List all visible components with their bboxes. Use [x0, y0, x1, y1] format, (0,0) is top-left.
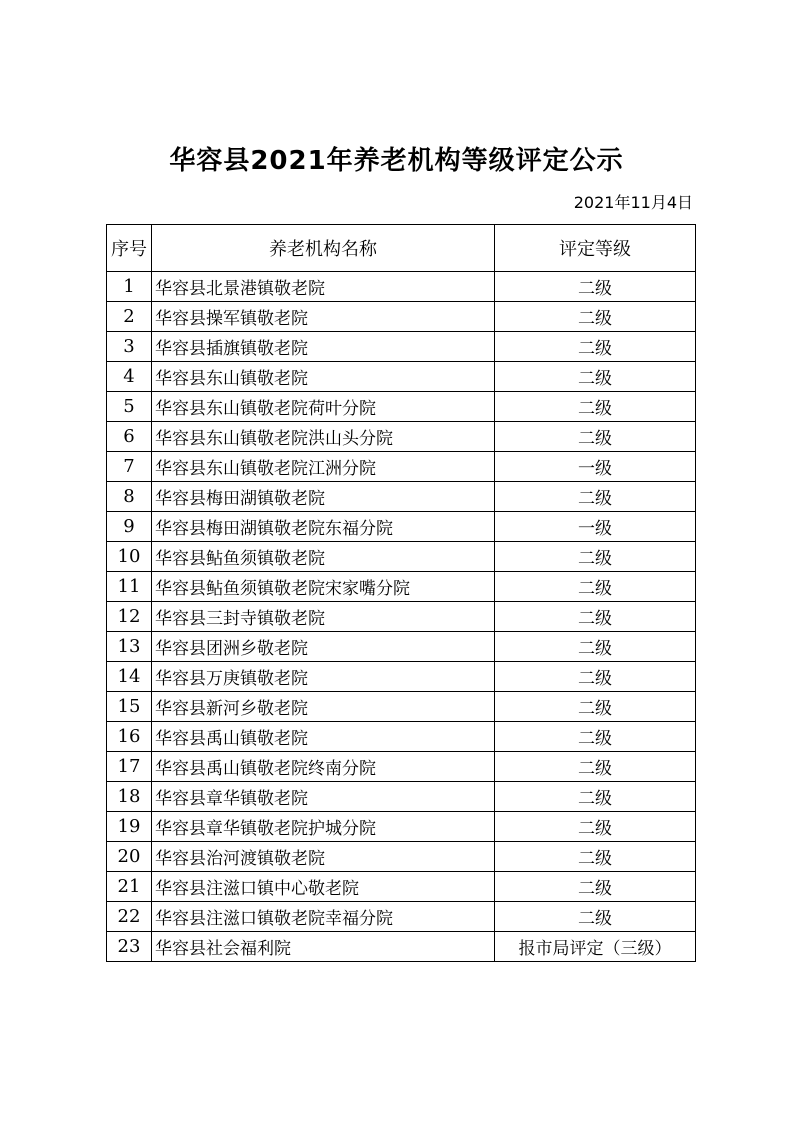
row-no: 19 [107, 812, 152, 842]
row-grade: 二级 [495, 602, 696, 632]
row-grade: 二级 [495, 722, 696, 752]
row-grade: 二级 [495, 302, 696, 332]
row-grade: 报市局评定（三级） [495, 932, 696, 962]
row-grade: 二级 [495, 782, 696, 812]
table-row [107, 572, 696, 602]
row-name: 华容县社会福利院 [152, 932, 495, 962]
row-grade: 二级 [495, 902, 696, 932]
row-no: 2 [107, 302, 152, 332]
row-grade: 二级 [495, 542, 696, 572]
table-row [107, 782, 696, 812]
table-row [107, 752, 696, 782]
row-grade: 二级 [495, 572, 696, 602]
row-grade: 二级 [495, 272, 696, 302]
row-grade: 一级 [495, 452, 696, 482]
row-grade: 一级 [495, 512, 696, 542]
row-grade: 二级 [495, 752, 696, 782]
table-row [107, 512, 696, 542]
row-grade: 二级 [495, 392, 696, 422]
row-name: 华容县鲇鱼须镇敬老院 [152, 542, 495, 572]
row-grade: 二级 [495, 332, 696, 362]
row-grade: 二级 [495, 632, 696, 662]
row-no: 10 [107, 542, 152, 572]
row-no: 13 [107, 632, 152, 662]
table-row [107, 932, 696, 962]
row-name: 华容县插旗镇敬老院 [152, 332, 495, 362]
rating-table [106, 224, 696, 962]
row-no: 21 [107, 872, 152, 902]
publish-date: 2021年11月4日 [573, 193, 693, 212]
row-no: 7 [107, 452, 152, 482]
row-grade: 二级 [495, 362, 696, 392]
header-grade: 评定等级 [495, 225, 696, 272]
row-grade: 二级 [495, 422, 696, 452]
row-name: 华容县新河乡敬老院 [152, 692, 495, 722]
row-no: 23 [107, 932, 152, 962]
row-no: 1 [107, 272, 152, 302]
page-title: 华容县2021年养老机构等级评定公示 [169, 146, 624, 176]
row-name: 华容县三封寺镇敬老院 [152, 602, 495, 632]
row-no: 15 [107, 692, 152, 722]
row-no: 17 [107, 752, 152, 782]
row-no: 16 [107, 722, 152, 752]
table-row [107, 602, 696, 632]
table-row [107, 392, 696, 422]
row-no: 22 [107, 902, 152, 932]
table-row [107, 272, 696, 302]
table-row [107, 422, 696, 452]
table-row [107, 872, 696, 902]
row-grade: 二级 [495, 482, 696, 512]
row-name: 华容县禹山镇敬老院 [152, 722, 495, 752]
row-name: 华容县鲇鱼须镇敬老院宋家嘴分院 [152, 572, 495, 602]
row-grade: 二级 [495, 692, 696, 722]
table-row [107, 482, 696, 512]
table-row [107, 662, 696, 692]
header-name: 养老机构名称 [152, 225, 495, 272]
table-row [107, 332, 696, 362]
row-no: 5 [107, 392, 152, 422]
row-name: 华容县章华镇敬老院护城分院 [152, 812, 495, 842]
row-name: 华容县东山镇敬老院洪山头分院 [152, 422, 495, 452]
row-no: 6 [107, 422, 152, 452]
row-no: 9 [107, 512, 152, 542]
row-name: 华容县梅田湖镇敬老院东福分院 [152, 512, 495, 542]
row-name: 华容县注滋口镇敬老院幸福分院 [152, 902, 495, 932]
row-grade: 二级 [495, 662, 696, 692]
table-row [107, 842, 696, 872]
table-row [107, 902, 696, 932]
row-no: 14 [107, 662, 152, 692]
table-row [107, 812, 696, 842]
row-grade: 二级 [495, 812, 696, 842]
table-row [107, 632, 696, 662]
row-name: 华容县万庚镇敬老院 [152, 662, 495, 692]
header-no: 序号 [107, 225, 152, 272]
row-no: 20 [107, 842, 152, 872]
table-header-row [107, 225, 696, 272]
table-row [107, 452, 696, 482]
row-name: 华容县梅田湖镇敬老院 [152, 482, 495, 512]
row-grade: 二级 [495, 872, 696, 902]
row-no: 11 [107, 572, 152, 602]
row-name: 华容县东山镇敬老院荷叶分院 [152, 392, 495, 422]
row-name: 华容县注滋口镇中心敬老院 [152, 872, 495, 902]
row-name: 华容县章华镇敬老院 [152, 782, 495, 812]
table-row [107, 542, 696, 572]
table-row [107, 722, 696, 752]
row-no: 8 [107, 482, 152, 512]
row-no: 4 [107, 362, 152, 392]
row-no: 18 [107, 782, 152, 812]
table-row [107, 362, 696, 392]
row-name: 华容县治河渡镇敬老院 [152, 842, 495, 872]
row-name: 华容县团洲乡敬老院 [152, 632, 495, 662]
row-grade: 二级 [495, 842, 696, 872]
table-row [107, 692, 696, 722]
row-no: 3 [107, 332, 152, 362]
row-name: 华容县东山镇敬老院江洲分院 [152, 452, 495, 482]
row-name: 华容县北景港镇敬老院 [152, 272, 495, 302]
table-row [107, 302, 696, 332]
row-name: 华容县操军镇敬老院 [152, 302, 495, 332]
row-name: 华容县东山镇敬老院 [152, 362, 495, 392]
row-name: 华容县禹山镇敬老院终南分院 [152, 752, 495, 782]
row-no: 12 [107, 602, 152, 632]
